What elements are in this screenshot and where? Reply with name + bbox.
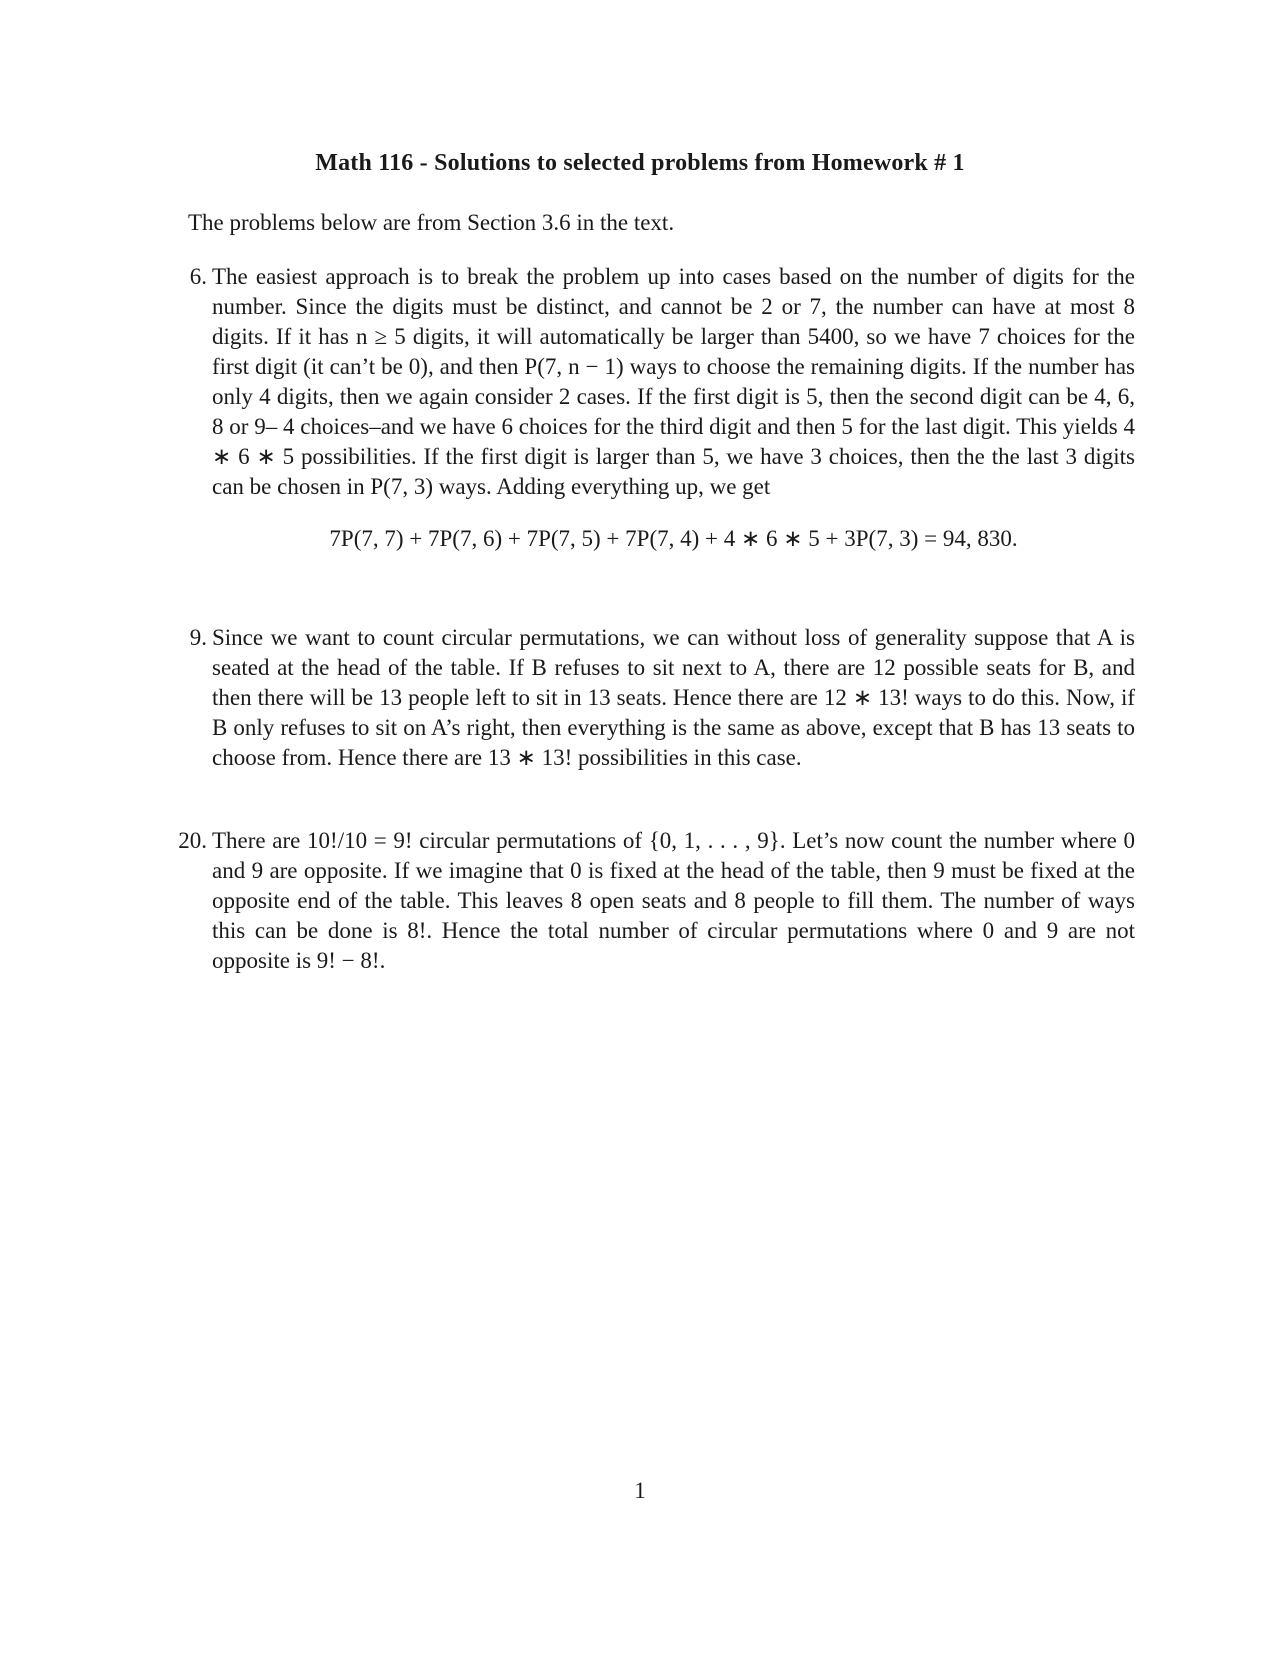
problem-6	[160, 262, 1135, 564]
problem-text: There are 10!/10 = 9! circular permutations of {0, 1, . . . , 9}. Let’s now count the number where 0 and 9 are opposite. If we imagine that 0 is fixed at the head of the table, then 9 must be fixed at the opposite end of the table. This leaves 8 open seats and 8 people to fill them. The number of ways this can be done is 8!. Hence the total number of circular permutations where 0 and 9 are not opposite is 9! − 8!.	[212, 828, 1135, 973]
intro-text: The problems below are from Section 3.6 in the text.	[188, 210, 675, 235]
problem-text: The easiest approach is to break the problem up into cases based on the number of digits for the number. Since the digits must be distinct, and cannot be 2 or 7, the number can have at most 8 digits. If it has n ≥ 5 digits, it will automatically be larger than 5400, so we have 7 choices for the first digit (it can’t be 0), and then P(7, n − 1) ways to choose the remaining digits. If the number has only 4 digits, then we again consider 2 cases. If the first digit is 5, then the second digit can be 4, 6, 8 or 9– 4 choices–and we have 6 choices for the third digit and then 5 for the last digit. This yields 4 ∗ 6 ∗ 5 possibilities. If the first digit is larger than 5, we have 3 choices, then the the last 3 digits can be chosen in P(7, 3) ways. Adding everything up, we get	[212, 264, 1135, 499]
problem-number: 20.	[178, 828, 207, 853]
problem-9	[160, 623, 1135, 773]
problem-body	[212, 262, 1135, 554]
problem-text: Since we want to count circular permutations, we can without loss of generality suppose that A is seated at the head of the table. If B refuses to sit next to A, there are 12 possible seats for B, and then there will be 13 people left to sit in 13 seats. Hence there are 12 ∗ 13! ways to do this. Now, if B only refuses to sit on A’s right, then everything is the same as above, except that B has 13 seats to choose from. Hence there are 13 ∗ 13! possibilities in this case.	[212, 625, 1135, 770]
problem-body	[212, 826, 1135, 976]
page-number: 1	[634, 1478, 646, 1503]
problem-number: 6.	[189, 264, 207, 289]
problem-number: 9.	[189, 625, 207, 650]
problem-body	[212, 623, 1135, 773]
display-equation: 7P(7, 7) + 7P(7, 6) + 7P(7, 5) + 7P(7, 4) + 4 ∗ 6 ∗ 5 + 3P(7, 3) = 94, 830.	[329, 526, 1018, 551]
problem-20	[160, 826, 1135, 976]
document-title: Math 116 - Solutions to selected problems from Homework # 1	[315, 150, 965, 176]
